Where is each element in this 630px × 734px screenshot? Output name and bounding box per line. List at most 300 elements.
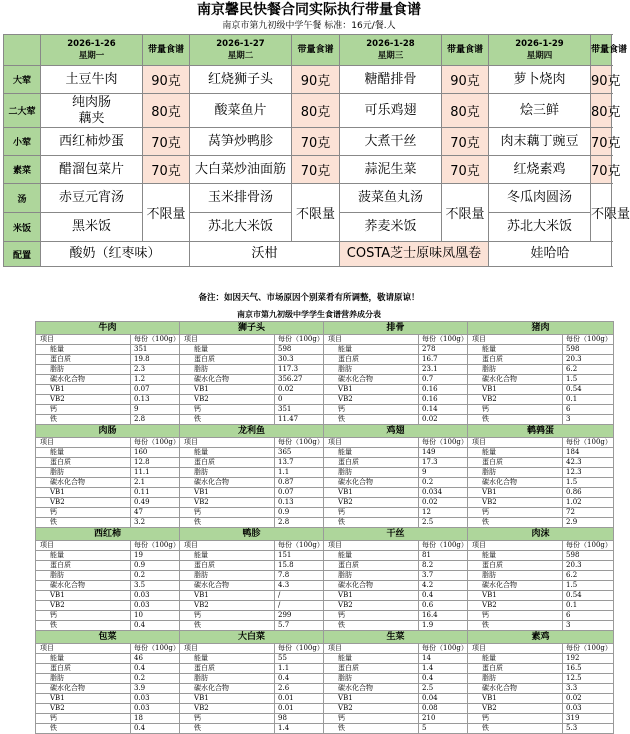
nutrient-value: 160 bbox=[131, 448, 180, 458]
nutrient-name: 能量 bbox=[468, 448, 563, 458]
nutrient-name: 脂肪 bbox=[180, 674, 275, 684]
nutrient-name: 铁 bbox=[468, 518, 563, 528]
nutrient-name: VB2 bbox=[36, 395, 131, 405]
nutrient-value: 299 bbox=[275, 611, 324, 621]
day-date: 2026-1-27 bbox=[216, 39, 265, 49]
nutrient-value: 5.7 bbox=[275, 621, 324, 631]
nutrient-value: 1.1 bbox=[275, 468, 324, 478]
food-name: 鸭胗 bbox=[180, 528, 324, 541]
nutrient-value: 6.2 bbox=[563, 571, 614, 581]
nutrient-name: VB1 bbox=[468, 488, 563, 498]
nutrient-value: 42.3 bbox=[563, 458, 614, 468]
nutrient-name: VB2 bbox=[180, 704, 275, 714]
qty-cell: 80克 bbox=[292, 94, 340, 128]
nutrient-value: 4.3 bbox=[275, 581, 324, 591]
config-label: 配置 bbox=[4, 242, 41, 267]
nutrient-value: 0.07 bbox=[275, 488, 324, 498]
nutrient-name: 蛋白质 bbox=[324, 458, 419, 468]
nutrient-name: 碳水化合物 bbox=[36, 581, 131, 591]
nutrient-value: 184 bbox=[563, 448, 614, 458]
nutrient-value: 0.14 bbox=[419, 405, 468, 415]
nutrient-name: 碳水化合物 bbox=[36, 375, 131, 385]
nutrient-value: 1.4 bbox=[275, 724, 324, 734]
nutrient-name: 碳水化合物 bbox=[180, 684, 275, 694]
food-name: 龙利鱼 bbox=[180, 425, 324, 438]
nutrient-name: 能量 bbox=[324, 551, 419, 561]
nutrient-name: VB2 bbox=[468, 395, 563, 405]
nutrient-name: 脂肪 bbox=[468, 365, 563, 375]
nutrient-value: 1.2 bbox=[131, 375, 180, 385]
food-name: 鹌鹑蛋 bbox=[468, 425, 614, 438]
col-per-header: 每份（100g） bbox=[275, 644, 324, 654]
nutrient-name: 碳水化合物 bbox=[468, 478, 563, 488]
nutrient-value: 5.3 bbox=[563, 724, 614, 734]
nutrient-name: 钙 bbox=[36, 611, 131, 621]
nutrient-name: 钙 bbox=[36, 714, 131, 724]
nutrient-name: 能量 bbox=[324, 654, 419, 664]
nutrient-value: 192 bbox=[563, 654, 614, 664]
nutrient-value: 0.03 bbox=[563, 704, 614, 714]
qty-cell: 70克 bbox=[143, 128, 190, 156]
nutrient-name: 脂肪 bbox=[36, 674, 131, 684]
nutrient-name: 碳水化合物 bbox=[180, 478, 275, 488]
nutrient-name: 钙 bbox=[468, 508, 563, 518]
nutrient-value: 6 bbox=[563, 611, 614, 621]
nutrient-value: 351 bbox=[131, 345, 180, 355]
nutrient-name: 碳水化合物 bbox=[468, 684, 563, 694]
nutrient-name: 蛋白质 bbox=[36, 355, 131, 365]
nutrient-name: 钙 bbox=[180, 508, 275, 518]
nutrient-name: 钙 bbox=[180, 714, 275, 724]
qty-cell: 70克 bbox=[442, 128, 489, 156]
nutrient-value: 6 bbox=[563, 405, 614, 415]
nutrient-value: 3 bbox=[563, 415, 614, 425]
dish-cell bbox=[41, 94, 143, 128]
nutrient-name: 能量 bbox=[180, 654, 275, 664]
qty-cell: 80克 bbox=[143, 94, 190, 128]
food-name: 素鸡 bbox=[468, 631, 614, 644]
nutrient-name: 脂肪 bbox=[324, 468, 419, 478]
nutrient-name: 铁 bbox=[180, 415, 275, 425]
qty-cell: 70克 bbox=[143, 156, 190, 184]
dish-cell bbox=[340, 128, 442, 156]
nutrient-name: 能量 bbox=[36, 551, 131, 561]
nutrient-name: 能量 bbox=[324, 345, 419, 355]
nutrient-value: 55 bbox=[275, 654, 324, 664]
nutrient-value: 0.13 bbox=[131, 395, 180, 405]
nutrient-name: 能量 bbox=[468, 345, 563, 355]
dish-cell bbox=[489, 94, 591, 128]
page-subtitle: 南京市第九初级中学午餐 标准：16元/餐.人 bbox=[222, 21, 396, 31]
row-label: 素菜 bbox=[4, 156, 41, 184]
soup-cell: 菠菜鱼丸汤 bbox=[340, 184, 442, 213]
nutrient-value: 9 bbox=[419, 468, 468, 478]
nutrient-name: 蛋白质 bbox=[180, 458, 275, 468]
nutrient-value: 16.5 bbox=[563, 664, 614, 674]
dish-cell bbox=[489, 156, 591, 184]
dish-name: 红烧狮子头 bbox=[207, 71, 273, 87]
nutrient-value: 20.3 bbox=[563, 355, 614, 365]
dish-cell bbox=[190, 128, 292, 156]
qty-cell: 90克 bbox=[143, 66, 190, 94]
dish-name: 酸菜鱼片 bbox=[214, 102, 267, 118]
config-cell: COSTA芝士原味凤凰卷 bbox=[340, 242, 489, 267]
day-date: 2026-1-28 bbox=[366, 39, 415, 49]
nutrient-name: VB1 bbox=[324, 694, 419, 704]
nutrient-name: 蛋白质 bbox=[180, 355, 275, 365]
col-per-header: 每份（100g） bbox=[563, 541, 614, 551]
nutrient-value: 72 bbox=[563, 508, 614, 518]
nutrient-value: 0.13 bbox=[275, 498, 324, 508]
food-name: 干丝 bbox=[324, 528, 468, 541]
nutrient-name: 碳水化合物 bbox=[36, 478, 131, 488]
nutrient-value: 10 bbox=[131, 611, 180, 621]
row-label: 小荤 bbox=[4, 128, 41, 156]
nutrient-name: 脂肪 bbox=[324, 365, 419, 375]
nutrient-value: 19.8 bbox=[131, 355, 180, 365]
rice-label: 米饭 bbox=[4, 213, 41, 242]
footnote: 备注：如因天气、市场原因个别菜肴有所调整，敬请原谅！ bbox=[198, 293, 420, 303]
nutrient-name: VB2 bbox=[324, 601, 419, 611]
nutrient-name: 能量 bbox=[324, 448, 419, 458]
col-item-header: 项目 bbox=[324, 644, 419, 654]
nutrient-value: 4.2 bbox=[419, 581, 468, 591]
nutrient-name: 钙 bbox=[36, 508, 131, 518]
col-item-header: 项目 bbox=[468, 438, 563, 448]
dish-cell bbox=[190, 94, 292, 128]
food-name: 大白菜 bbox=[180, 631, 324, 644]
nutrient-name: 蛋白质 bbox=[468, 664, 563, 674]
nutrient-name: 铁 bbox=[468, 415, 563, 425]
col-per-header: 每份（100g） bbox=[131, 438, 180, 448]
nutrient-value: 5 bbox=[419, 724, 468, 734]
nutrient-value: 3.7 bbox=[419, 571, 468, 581]
row-label: 大荤 bbox=[4, 66, 41, 94]
nutrient-value: 1.9 bbox=[419, 621, 468, 631]
nutrient-value: 0.54 bbox=[563, 591, 614, 601]
nutrient-name: 蛋白质 bbox=[180, 664, 275, 674]
nutrient-value: 356.27 bbox=[275, 375, 324, 385]
col-item-header: 项目 bbox=[180, 644, 275, 654]
unlimited-cell: 不限量 bbox=[442, 184, 489, 242]
nutrient-value: 0.01 bbox=[275, 704, 324, 714]
nutrient-name: VB1 bbox=[36, 694, 131, 704]
page-title: 南京馨民快餐合同实际执行带量食谱 bbox=[197, 2, 421, 18]
nutrient-value: 0.4 bbox=[131, 724, 180, 734]
food-name: 排骨 bbox=[324, 322, 468, 335]
col-item-header: 项目 bbox=[36, 438, 131, 448]
nutrient-value: 2.1 bbox=[131, 478, 180, 488]
nutrient-value: 0.4 bbox=[419, 674, 468, 684]
nutrient-value: / bbox=[275, 591, 324, 601]
day-weekday: 星期一 bbox=[78, 51, 105, 61]
nutrient-name: 铁 bbox=[36, 724, 131, 734]
col-per-header: 每份（100g） bbox=[563, 438, 614, 448]
nutrient-value: 0.54 bbox=[563, 385, 614, 395]
qty-cell: 80克 bbox=[591, 94, 612, 128]
dish-name: 蒜泥生菜 bbox=[364, 161, 417, 177]
nutrient-value: 0.02 bbox=[419, 415, 468, 425]
nutrient-name: 铁 bbox=[36, 621, 131, 631]
nutrient-value: 351 bbox=[275, 405, 324, 415]
nutrient-name: 钙 bbox=[468, 405, 563, 415]
nutrient-name: 铁 bbox=[180, 724, 275, 734]
col-per-header: 每份（100g） bbox=[419, 644, 468, 654]
nutrient-name: VB2 bbox=[180, 601, 275, 611]
col-per-header: 每份（100g） bbox=[419, 335, 468, 345]
nutrient-name: VB2 bbox=[468, 601, 563, 611]
nutrition-table bbox=[35, 321, 614, 734]
config-cell: 沃柑 bbox=[190, 242, 340, 267]
nutrient-value: 17.3 bbox=[419, 458, 468, 468]
day-weekday: 星期四 bbox=[526, 51, 553, 61]
nutrient-name: 蛋白质 bbox=[324, 664, 419, 674]
nutrient-name: 铁 bbox=[468, 724, 563, 734]
nutrient-name: VB2 bbox=[36, 704, 131, 714]
nutrient-value: 2.5 bbox=[419, 518, 468, 528]
nutrient-name: 蛋白质 bbox=[36, 561, 131, 571]
nutrient-value: 11.47 bbox=[275, 415, 324, 425]
nutrient-value: 598 bbox=[563, 551, 614, 561]
nutrient-name: VB1 bbox=[180, 385, 275, 395]
dish-name: 莴笋炒鸭胗 bbox=[207, 133, 273, 149]
dish-cell bbox=[340, 66, 442, 94]
nutrient-name: 能量 bbox=[180, 551, 275, 561]
soup-cell: 冬瓜肉圆汤 bbox=[489, 184, 591, 213]
nutrient-value: 0.16 bbox=[419, 395, 468, 405]
nutrient-name: VB2 bbox=[468, 498, 563, 508]
nutrient-name: 铁 bbox=[36, 518, 131, 528]
food-name: 猪肉 bbox=[468, 322, 614, 335]
nutrient-name: VB1 bbox=[36, 488, 131, 498]
dish-name: 萝卜烧肉 bbox=[513, 71, 566, 87]
nutrient-value: 0.9 bbox=[275, 508, 324, 518]
nutrient-name: 碳水化合物 bbox=[324, 478, 419, 488]
nutrient-value: 30.3 bbox=[275, 355, 324, 365]
food-name: 肉肠 bbox=[36, 425, 180, 438]
nutrient-value: 2.5 bbox=[419, 684, 468, 694]
dish-name: 大白菜炒油面筋 bbox=[194, 161, 286, 177]
nutrient-name: 碳水化合物 bbox=[468, 375, 563, 385]
col-per-header: 每份（100g） bbox=[131, 541, 180, 551]
qty-cell: 70克 bbox=[591, 156, 612, 184]
nutrient-name: VB1 bbox=[468, 694, 563, 704]
nutrient-value: 149 bbox=[419, 448, 468, 458]
dish-cell bbox=[190, 66, 292, 94]
col-per-header: 每份（100g） bbox=[419, 438, 468, 448]
nutrient-name: 脂肪 bbox=[324, 571, 419, 581]
nutrient-value: 0.86 bbox=[563, 488, 614, 498]
nutrient-name: VB2 bbox=[324, 498, 419, 508]
nutrient-name: VB1 bbox=[180, 488, 275, 498]
nutrient-name: 钙 bbox=[36, 405, 131, 415]
day-date: 2026-1-29 bbox=[515, 39, 564, 49]
nutrient-value: 210 bbox=[419, 714, 468, 724]
qty-header: 带量食谱 bbox=[143, 35, 190, 66]
nutrient-value: 46 bbox=[131, 654, 180, 664]
nutrient-name: 铁 bbox=[468, 621, 563, 631]
unlimited-cell: 不限量 bbox=[591, 184, 612, 242]
nutrient-value: 0.034 bbox=[419, 488, 468, 498]
nutrient-name: VB1 bbox=[468, 385, 563, 395]
col-per-header: 每份（100g） bbox=[131, 644, 180, 654]
nutrient-value: 2.6 bbox=[275, 684, 324, 694]
unlimited-cell: 不限量 bbox=[143, 184, 190, 242]
food-name: 生菜 bbox=[324, 631, 468, 644]
nutrient-value: 11.1 bbox=[131, 468, 180, 478]
nutrient-name: 碳水化合物 bbox=[180, 375, 275, 385]
nutrient-value: 81 bbox=[419, 551, 468, 561]
nutrient-name: 蛋白质 bbox=[468, 355, 563, 365]
col-item-header: 项目 bbox=[324, 541, 419, 551]
nutrient-value: 0.08 bbox=[419, 704, 468, 714]
nutrient-name: 脂肪 bbox=[324, 674, 419, 684]
nutrient-value: 8.2 bbox=[419, 561, 468, 571]
nutrient-name: 钙 bbox=[324, 714, 419, 724]
nutrient-name: 蛋白质 bbox=[180, 561, 275, 571]
nutrient-name: 钙 bbox=[324, 611, 419, 621]
nutrient-name: 脂肪 bbox=[180, 571, 275, 581]
nutrient-name: VB1 bbox=[324, 591, 419, 601]
rice-cell: 荞麦米饭 bbox=[340, 213, 442, 242]
nutrient-value: 3.9 bbox=[131, 684, 180, 694]
qty-cell: 90克 bbox=[442, 66, 489, 94]
nutrient-value: 0.03 bbox=[131, 591, 180, 601]
food-name: 包菜 bbox=[36, 631, 180, 644]
rice-cell: 黑米饭 bbox=[41, 213, 143, 242]
col-per-header: 每份（100g） bbox=[275, 438, 324, 448]
nutrient-value: 319 bbox=[563, 714, 614, 724]
nutrient-name: 能量 bbox=[180, 345, 275, 355]
nutrient-value: 16.7 bbox=[419, 355, 468, 365]
nutrient-value: 47 bbox=[131, 508, 180, 518]
nutrient-value: 0.04 bbox=[419, 694, 468, 704]
nutrient-name: 钙 bbox=[180, 611, 275, 621]
dish-cell bbox=[340, 94, 442, 128]
nutrient-name: 铁 bbox=[324, 724, 419, 734]
nutrient-value: 0.07 bbox=[131, 385, 180, 395]
soup-cell: 玉米排骨汤 bbox=[190, 184, 292, 213]
nutrient-name: 铁 bbox=[324, 518, 419, 528]
nutrient-value: 98 bbox=[275, 714, 324, 724]
nutrient-value: 0.7 bbox=[419, 375, 468, 385]
qty-cell: 70克 bbox=[292, 128, 340, 156]
day-header bbox=[489, 35, 591, 66]
nutrient-value: 117.3 bbox=[275, 365, 324, 375]
col-item-header: 项目 bbox=[180, 541, 275, 551]
day-header bbox=[190, 35, 292, 66]
weekly-menu-table bbox=[3, 34, 630, 267]
nutrient-value: 3.2 bbox=[131, 518, 180, 528]
nutrient-value: 19 bbox=[131, 551, 180, 561]
nutrient-value: 0.9 bbox=[131, 561, 180, 571]
nutrient-value: 0.11 bbox=[131, 488, 180, 498]
nutrient-value: 1.5 bbox=[563, 375, 614, 385]
dish-name: 红烧素鸡 bbox=[513, 161, 566, 177]
nutrient-value: 14 bbox=[419, 654, 468, 664]
nutrient-value: 6.2 bbox=[563, 365, 614, 375]
nutrient-value: 0.4 bbox=[275, 674, 324, 684]
food-name: 鸡翅 bbox=[324, 425, 468, 438]
food-name: 牛肉 bbox=[36, 322, 180, 335]
dish-name: 可乐鸡翅 bbox=[364, 102, 417, 118]
nutrient-name: 铁 bbox=[180, 518, 275, 528]
nutrient-name: VB1 bbox=[468, 591, 563, 601]
col-per-header: 每份（100g） bbox=[275, 335, 324, 345]
col-per-header: 每份（100g） bbox=[419, 541, 468, 551]
nutrient-name: 能量 bbox=[36, 345, 131, 355]
col-item-header: 项目 bbox=[36, 541, 131, 551]
nutrient-value: 0 bbox=[275, 395, 324, 405]
col-item-header: 项目 bbox=[180, 335, 275, 345]
nutrient-name: 脂肪 bbox=[468, 674, 563, 684]
nutrient-value: 0.1 bbox=[563, 395, 614, 405]
nutrient-value: 0.1 bbox=[563, 601, 614, 611]
col-item-header: 项目 bbox=[36, 644, 131, 654]
day-header bbox=[340, 35, 442, 66]
nutrient-name: VB1 bbox=[324, 488, 419, 498]
col-item-header: 项目 bbox=[468, 644, 563, 654]
food-name: 肉沫 bbox=[468, 528, 614, 541]
rice-cell: 苏北大米饭 bbox=[489, 213, 591, 242]
nutrient-name: 脂肪 bbox=[180, 468, 275, 478]
nutrient-name: 碳水化合物 bbox=[324, 581, 419, 591]
nutrient-name: 铁 bbox=[36, 415, 131, 425]
dish-name: 大煮干丝 bbox=[364, 133, 417, 149]
nutrient-name: 铁 bbox=[180, 621, 275, 631]
nutrient-name: 能量 bbox=[468, 654, 563, 664]
config-cell: 娃哈哈 bbox=[489, 242, 612, 267]
col-per-header: 每份（100g） bbox=[563, 644, 614, 654]
soup-label: 汤 bbox=[4, 184, 41, 213]
nutrient-value: 15.8 bbox=[275, 561, 324, 571]
soup-cell: 赤豆元宵汤 bbox=[41, 184, 143, 213]
nutrient-value: 0.6 bbox=[419, 601, 468, 611]
nutrient-name: VB1 bbox=[180, 591, 275, 601]
dish-cell bbox=[190, 156, 292, 184]
nutrient-name: 钙 bbox=[324, 405, 419, 415]
nutrient-value: 0.4 bbox=[131, 664, 180, 674]
nutrient-value: 16.4 bbox=[419, 611, 468, 621]
nutrient-name: 钙 bbox=[324, 508, 419, 518]
nutrient-name: 蛋白质 bbox=[36, 664, 131, 674]
nutrient-value: 0.03 bbox=[131, 601, 180, 611]
col-item-header: 项目 bbox=[180, 438, 275, 448]
nutrient-name: 铁 bbox=[324, 415, 419, 425]
qty-header: 带量食谱 bbox=[442, 35, 489, 66]
nutrient-value: 3.3 bbox=[563, 684, 614, 694]
nutrient-value: 0.4 bbox=[419, 591, 468, 601]
dish-cell bbox=[340, 156, 442, 184]
dish-cell bbox=[41, 66, 143, 94]
dish-name: 烩三鲜 bbox=[519, 102, 559, 118]
nutrient-value: 3.5 bbox=[131, 581, 180, 591]
nutrient-name: VB2 bbox=[324, 704, 419, 714]
nutrient-value: 2.8 bbox=[275, 518, 324, 528]
nutrient-name: VB2 bbox=[468, 704, 563, 714]
qty-cell: 70克 bbox=[591, 128, 612, 156]
dish-cell bbox=[489, 128, 591, 156]
nutrient-value: / bbox=[275, 601, 324, 611]
nutrient-name: 能量 bbox=[180, 448, 275, 458]
nutrient-value: 0.01 bbox=[275, 694, 324, 704]
nutrient-name: VB1 bbox=[180, 694, 275, 704]
nutrient-name: 脂肪 bbox=[36, 571, 131, 581]
nutrient-value: 0.03 bbox=[131, 704, 180, 714]
col-item-header: 项目 bbox=[468, 335, 563, 345]
nutrient-value: 0.2 bbox=[419, 478, 468, 488]
nutrient-name: 能量 bbox=[36, 448, 131, 458]
